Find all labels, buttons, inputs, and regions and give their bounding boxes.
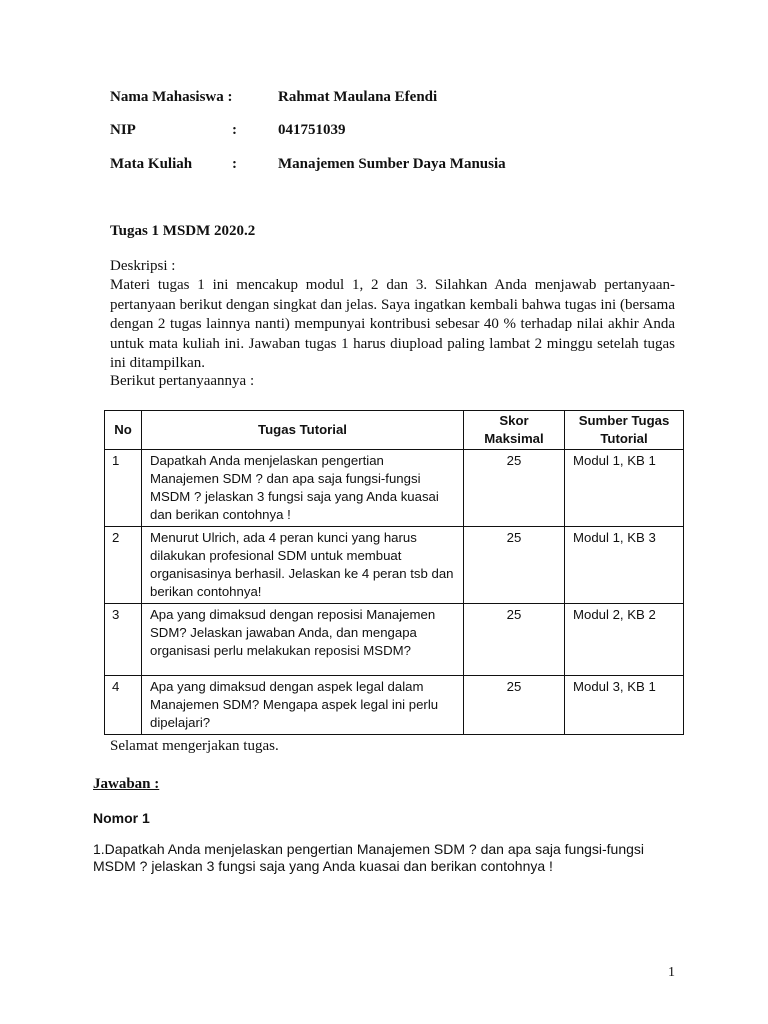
nip-value: 041751039 [278,122,346,138]
questions-intro: Berikut pertanyaannya : [110,373,255,389]
course-label: Mata Kuliah [110,156,193,172]
row-source: Modul 1, KB 1 [565,450,684,527]
row-task: Dapatkah Anda menjelaskan pengertian Manajemen SDM ? dan apa saja fungsi-fungsi MSDM ? jelaskan 3 fungsi saja yang Anda kuasai dan berikan contohnya ! [142,450,464,527]
row-score: 25 [464,450,565,527]
row-source: Modul 2, KB 2 [565,604,684,676]
row-source: Modul 3, KB 1 [565,676,684,735]
row-no: 1 [105,450,142,527]
answer-question-1: 1.Dapatkah Anda menjelaskan pengertian Manajemen SDM ? dan apa saja fungsi-fungsi MSDM ? jelaskan 3 fungsi saja yang Anda kuasai dan berikan contohnya ! [93,841,645,874]
row-score: 25 [464,676,565,735]
student-name-value: Rahmat Maulana Efendi [278,89,438,105]
table-row [105,450,684,527]
description-text: Materi tugas 1 ini mencakup modul 1, 2 dan 3. Silahkan Anda menjawab pertanyaan-pertanyaan berikut dengan singkat dan jelas. Saya ingatkan kembali bahwa tugas ini (bersama dengan 2 tugas lainnya nanti) mempunyai kontribusi sebesar 40 % terhadap nilai akhir Anda untuk mata kuliah ini. Jawaban tugas 1 harus diupload paling lambat 2 minggu setelah tugas ini ditampilkan. [110,277,675,372]
nip-label: NIP [110,122,136,138]
assignment-title: Tugas 1 MSDM 2020.2 [110,223,256,239]
row-task: Apa yang dimaksud dengan reposisi Manajemen SDM? Jelaskan jawaban Anda, dan mengapa organisasi perlu melakukan reposisi MSDM? [142,604,464,676]
row-no: 4 [105,676,142,735]
closing-text: Selamat mengerjakan tugas. [110,738,279,754]
table-row [105,527,684,604]
header-task: Tugas Tutorial [142,411,464,450]
answer-number-label: Nomor 1 [93,810,150,826]
header-no: No [105,411,142,450]
description-heading: Deskripsi : [110,258,176,274]
row-no: 3 [105,604,142,676]
answer-heading: Jawaban : [93,776,160,792]
student-name-label: Nama Mahasiswa : [110,89,233,105]
table-header-row [105,411,684,450]
page-number: 1 [668,965,675,980]
row-score: 25 [464,604,565,676]
row-score: 25 [464,527,565,604]
table-row [105,676,684,735]
task-table [104,410,684,735]
row-source: Modul 1, KB 3 [565,527,684,604]
row-task: Menurut Ulrich, ada 4 peran kunci yang harus dilakukan profesional SDM untuk membuat organisasinya berhasil. Jelaskan ke 4 peran tsb dan berikan contohnya! [142,527,464,604]
table-row [105,604,684,676]
nip-colon: : [232,122,237,138]
header-source: Sumber Tugas Tutorial [565,411,684,450]
header-score: Skor Maksimal [464,411,565,450]
course-colon: : [232,156,237,172]
row-task: Apa yang dimaksud dengan aspek legal dalam Manajemen SDM? Mengapa aspek legal ini perlu dipelajari? [142,676,464,735]
course-value: Manajemen Sumber Daya Manusia [278,156,506,172]
row-no: 2 [105,527,142,604]
